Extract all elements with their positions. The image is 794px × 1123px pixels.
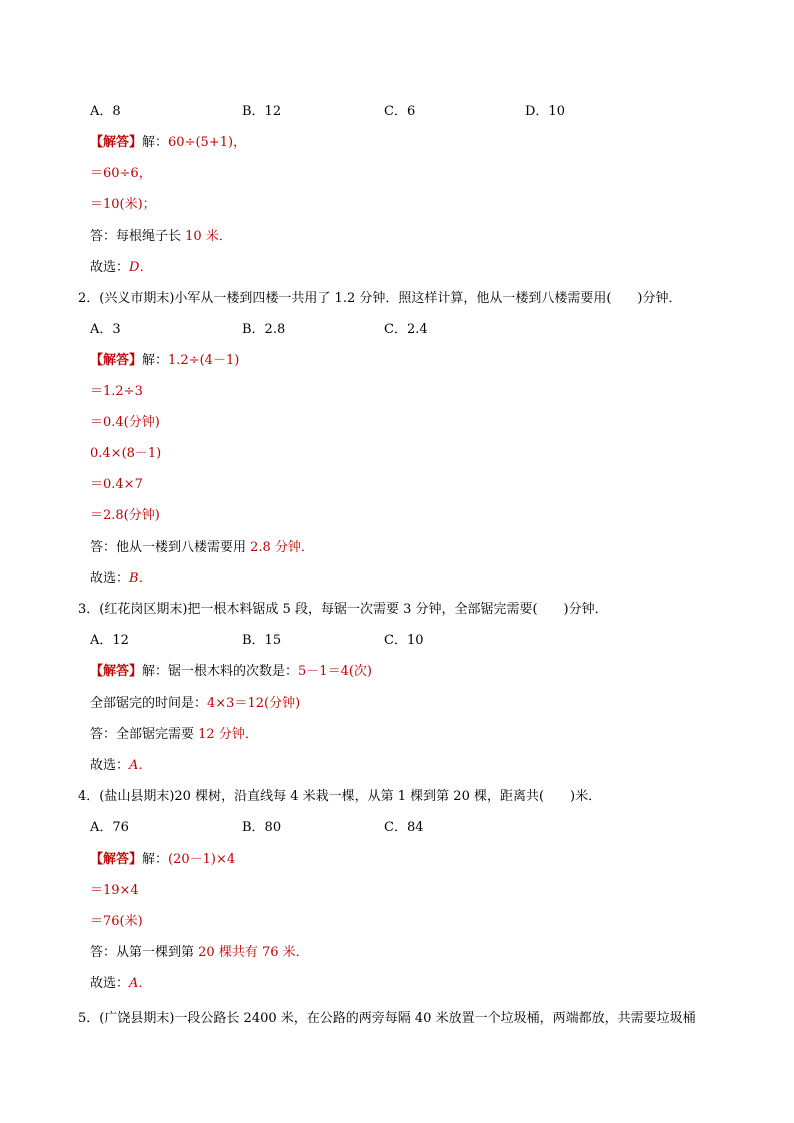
choice-prefix: 故选： [90, 571, 130, 586]
answer-prefix: 解： [142, 353, 169, 368]
conclusion-value: 10 米． [185, 229, 232, 244]
calc: 60÷(5+1)， [168, 135, 247, 150]
q5-stem: 5．(广饶县期末)一段公路长 2400 米，在公路的两旁每隔 40 米放置一个垃圾桶，两端都放，共需要垃圾桶 [78, 1011, 696, 1026]
choice-value: B． [129, 571, 152, 586]
q3-conclusion [90, 726, 258, 744]
q2-conclusion [90, 539, 314, 557]
calc: (20－1)×4 [168, 852, 236, 867]
q4-stem: 4．(盐山县期末)20 棵树，沿直线每 4 米栽一棵，从第 1 棵到第 20 棵，距离共( )米． [78, 789, 602, 804]
answer-tag: 【解答】 [90, 664, 143, 679]
answer-tag: 【解答】 [90, 852, 143, 867]
answer-prefix: 解： [142, 852, 169, 867]
calc: 4×3＝12(分钟) [207, 696, 301, 711]
choice-prefix: 故选： [90, 758, 130, 773]
q2-calc-3: ＝0.4(分钟) [90, 415, 160, 430]
q2-stem: 2．(兴义市期末)小军从一楼到四楼一共用了 1.2 分钟．照这样计算，他从一楼到八楼需要用( )分钟． [78, 291, 682, 306]
choice-prefix: 故选： [90, 260, 130, 275]
q4-calc-2: ＝19×4 [90, 883, 139, 898]
q4-calc-3: ＝76(米) [90, 914, 143, 929]
q4-answer-line [90, 851, 235, 869]
answer-tag: 【解答】 [90, 353, 143, 368]
q2-option-c: C．2.4 [384, 322, 428, 337]
q1-option-a: A．8 [90, 104, 121, 119]
q2-answer-line [90, 352, 239, 370]
answer-prefix: 解： [142, 135, 169, 150]
q1-calc-3: ＝10(米)； [90, 197, 156, 212]
q2-choice [90, 570, 152, 588]
q1-option-c: C．6 [384, 104, 416, 119]
calc: 5－1＝4(次) [298, 664, 372, 679]
conclusion-prefix: 答：他从一楼到八楼需要用 [90, 540, 251, 555]
q1-choice [90, 259, 152, 277]
q4-option-a: A．76 [90, 820, 129, 835]
q2-calc-2: ＝1.2÷3 [90, 384, 143, 399]
conclusion-prefix: 答：从第一棵到第 [90, 945, 199, 960]
q2-option-b: B．2.8 [242, 322, 286, 337]
q2-calc-6: ＝2.8(分钟) [90, 508, 160, 523]
q4-option-b: B．80 [242, 820, 282, 835]
choice-value: A． [129, 976, 152, 991]
line-prefix: 全部锯完的时间是： [90, 696, 208, 711]
q3-stem: 3．(红花岗区期末)把一根木料锯成 5 段，每锯一次需要 3 分钟，全部锯完需要( )分钟． [78, 602, 608, 617]
q3-option-c: C．10 [384, 633, 424, 648]
q4-choice [90, 975, 151, 993]
q2-calc-4: 0.4×(8－1) [90, 446, 162, 461]
q4-option-c: C．84 [384, 820, 424, 835]
answer-prefix: 解：锯一根木料的次数是： [142, 664, 299, 679]
conclusion-value: 20 棵共有 76 米． [198, 945, 309, 960]
q3-option-a: A．12 [90, 633, 129, 648]
answer-tag: 【解答】 [90, 135, 143, 150]
calc: 1.2÷(4－1) [168, 353, 240, 368]
q1-calc-2: ＝60÷6， [90, 166, 152, 181]
conclusion-prefix: 答：全部锯完需要 [90, 727, 199, 742]
q3-option-b: B．15 [242, 633, 282, 648]
choice-prefix: 故选： [90, 976, 130, 991]
choice-value: D． [129, 260, 153, 275]
q1-option-b: B．12 [242, 104, 282, 119]
q3-answer-line [90, 663, 372, 681]
q3-time-line [90, 695, 300, 713]
q2-calc-5: ＝0.4×7 [90, 477, 143, 492]
conclusion-value: 2.8 分钟． [250, 540, 314, 555]
q1-option-d: D．10 [525, 104, 565, 119]
q3-choice [90, 757, 151, 775]
conclusion-value: 12 分钟． [198, 727, 258, 742]
q2-option-a: A．3 [90, 322, 121, 337]
choice-value: A． [129, 758, 152, 773]
conclusion-prefix: 答：每根绳子长 [90, 229, 186, 244]
q1-conclusion [90, 228, 232, 246]
q4-conclusion [90, 944, 309, 962]
q1-answer-line [90, 134, 246, 152]
